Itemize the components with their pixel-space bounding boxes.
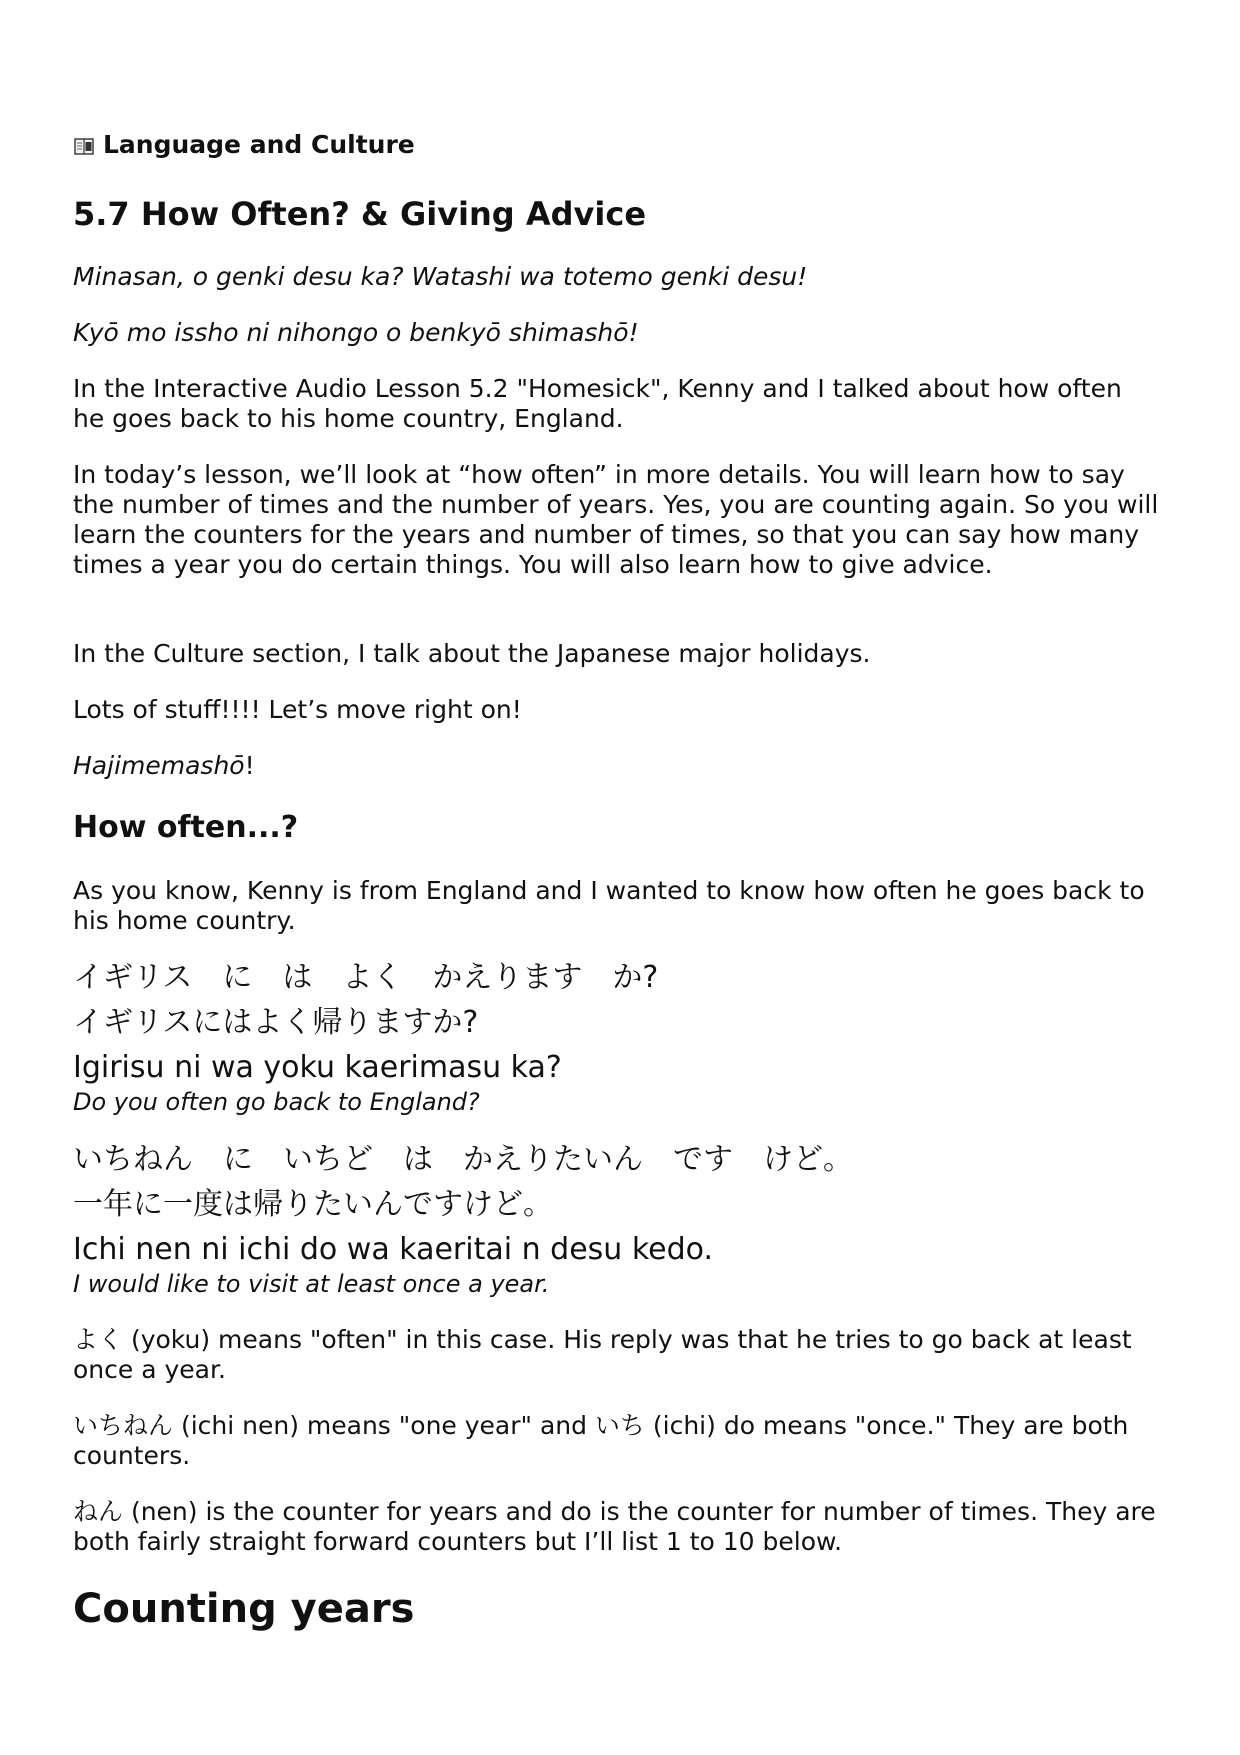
- book-icon: [73, 134, 95, 156]
- how-often-paragraph-4: ねん (nen) is the counter for years and do is the counter for number of times. They are both fairly straight forward counters but I’ll list 1 to 10 below.: [73, 1497, 1156, 1556]
- example-1-english: Do you often go back to England?: [73, 1088, 480, 1116]
- example-2-kana: いちねん に いちど は かえりたいん です けど。: [73, 1142, 853, 1177]
- page-title: 5.7 How Often? & Giving Advice: [73, 195, 647, 233]
- start-suffix: !: [244, 751, 255, 780]
- example-2-kanji: 一年に一度は帰りたいんですけど。: [73, 1187, 553, 1222]
- how-often-paragraph-3: いちねん (ichi nen) means "one year" and いち (ichi) do means "once." They are both counters.: [73, 1411, 1129, 1470]
- example-1-kanji: イギリスにはよく帰りますか?: [73, 1005, 479, 1040]
- example-1-kana: イギリス に は よく かえります か?: [73, 960, 659, 995]
- example-2-romaji: Ichi nen ni ichi do wa kaeritai n desu kedo.: [73, 1232, 714, 1267]
- intro-paragraph-3: In the Culture section, I talk about the Japanese major holidays.: [73, 639, 871, 668]
- example-2-english: I would like to visit at least once a year.: [73, 1270, 550, 1298]
- section-kicker: [73, 130, 1160, 160]
- start-text: [73, 751, 1160, 781]
- intro-paragraph-1: In the Interactive Audio Lesson 5.2 "Homesick", Kenny and I talked about how often he goes back to his home country, England.: [73, 374, 1122, 433]
- greeting-text: Minasan, o genki desu ka? Watashi wa totemo genki desu!: [73, 262, 808, 291]
- example-1-romaji: Igirisu ni wa yoku kaerimasu ka?: [73, 1050, 562, 1085]
- counting-years-heading: Counting years: [73, 1586, 415, 1632]
- how-often-heading: How often...?: [73, 810, 299, 845]
- how-often-paragraph-2: よく (yoku) means "often" in this case. His reply was that he tries to go back at least once a year.: [73, 1325, 1132, 1384]
- start-italic: Hajimemashō: [73, 751, 245, 780]
- intro-paragraph-4: Lots of stuff!!!! Let’s move right on!: [73, 695, 522, 724]
- intro-paragraph-2: In today’s lesson, we’ll look at “how often” in more details. You will learn how to say the number of times and the number of years. Yes, you are counting again. So you will learn the counters for the years and number of times, so that you can say how many times a year you do certain things. You will also learn how to give advice.: [73, 460, 1159, 579]
- how-often-paragraph-1: As you know, Kenny is from England and I wanted to know how often he goes back to his home country.: [73, 876, 1145, 935]
- invite-text: Kyō mo issho ni nihongo o benkyō shimashō!: [73, 318, 639, 347]
- kicker-text: Language and Culture: [103, 130, 415, 159]
